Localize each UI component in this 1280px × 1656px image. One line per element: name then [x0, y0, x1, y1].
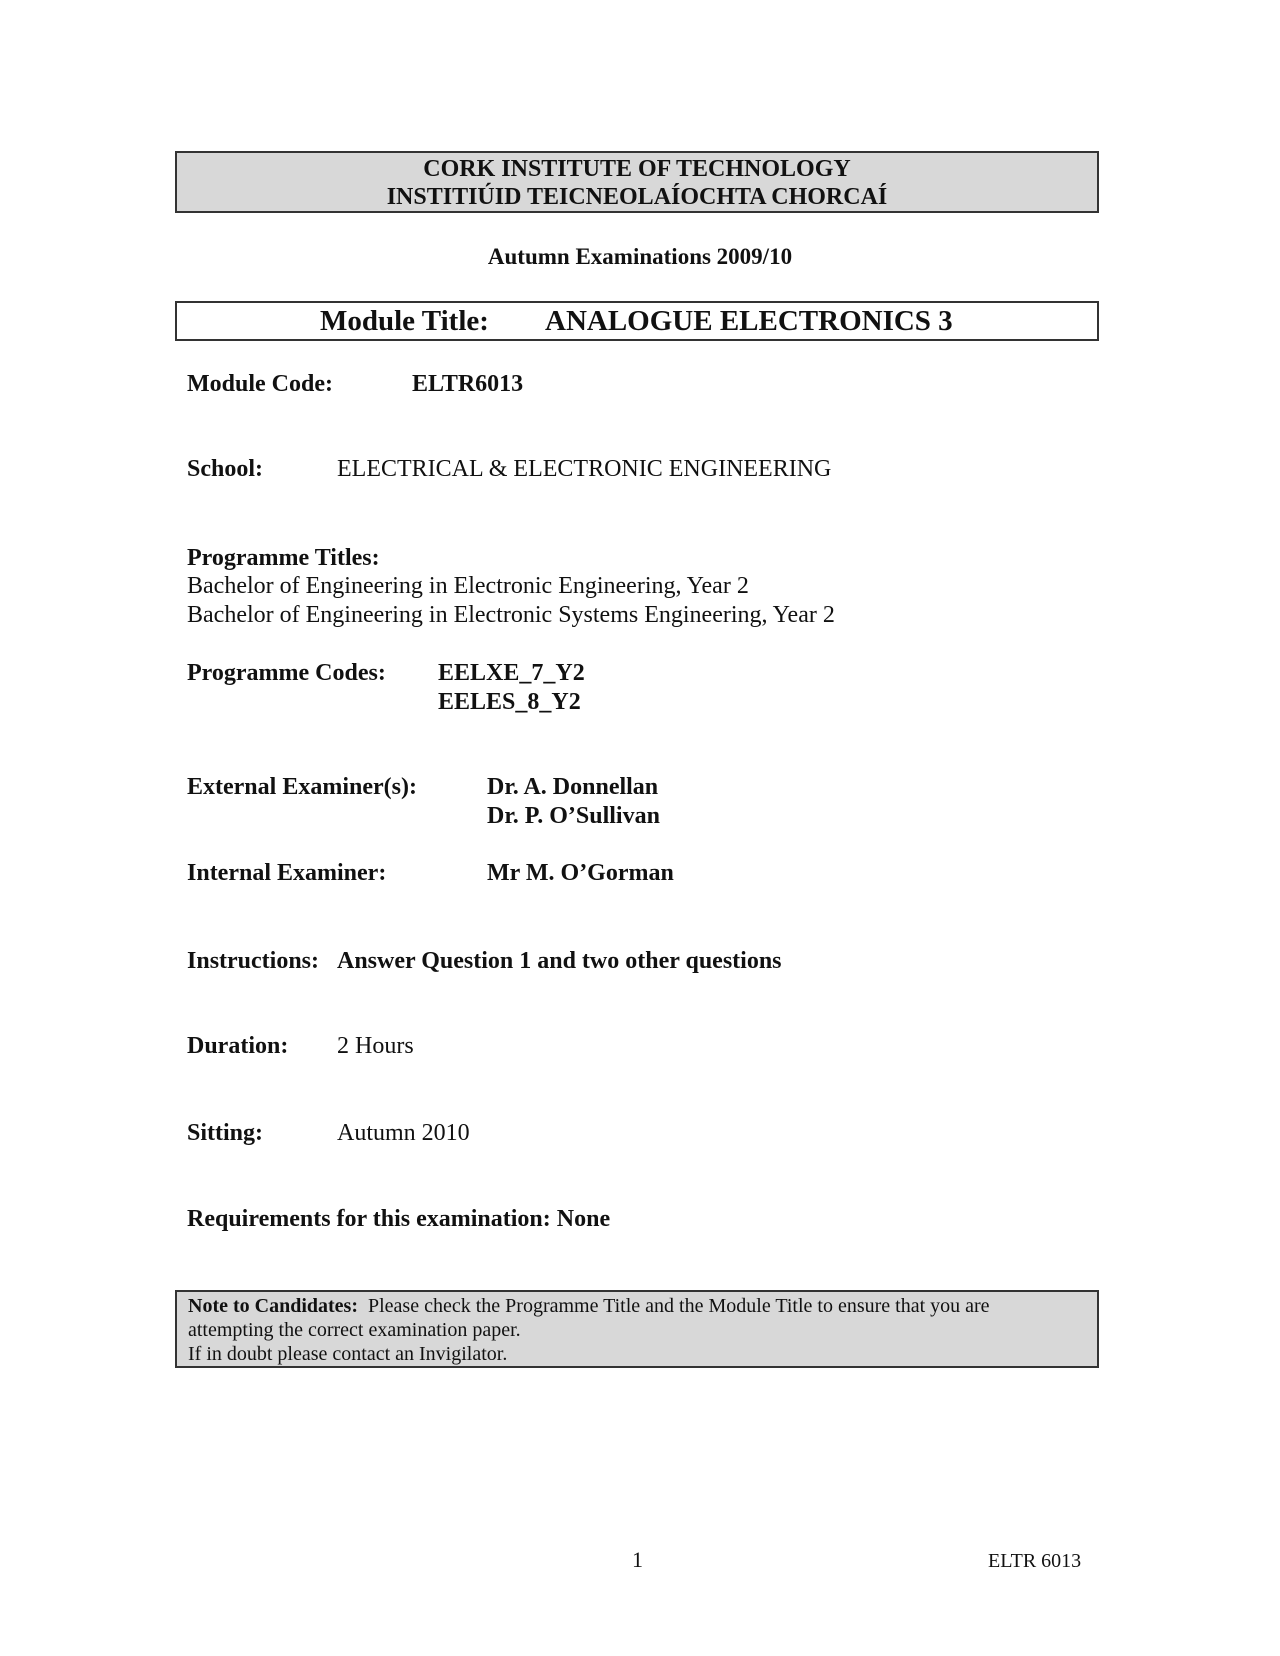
institution-header — [175, 151, 1099, 213]
school-label: School: — [187, 456, 264, 482]
sitting-label: Sitting: — [187, 1120, 264, 1146]
footer-module-code: ELTR 6013 — [988, 1550, 1082, 1572]
module-title-label: Module Title: — [320, 305, 489, 337]
requirements-value: None — [556, 1206, 611, 1232]
sitting-value: Autumn 2010 — [337, 1120, 470, 1146]
module-code-value: ELTR6013 — [412, 371, 524, 397]
exam-session: Autumn Examinations 2009/10 — [487, 244, 793, 269]
school-value: ELECTRICAL & ELECTRONIC ENGINEERING — [337, 456, 832, 482]
note-line-3: If in doubt please contact an Invigilator. — [188, 1343, 508, 1365]
programme-title-1: Bachelor of Engineering in Electronic Engineering, Year 2 — [187, 573, 749, 599]
institution-name-ga: INSTITIÚID TEICNEOLAÍOCHTA CHORCAÍ — [386, 184, 888, 210]
internal-examiner-value: Mr M. O’Gorman — [487, 860, 674, 886]
note-label: Note to Candidates: — [188, 1295, 358, 1317]
instructions-label: Instructions: — [187, 948, 320, 974]
external-examiner-1: Dr. A. Donnellan — [487, 774, 659, 800]
module-title-box — [175, 301, 1099, 341]
internal-examiner-label: Internal Examiner: — [187, 860, 387, 886]
instructions-value: Answer Question 1 and two other questions — [337, 948, 782, 974]
duration-value: 2 Hours — [337, 1033, 414, 1059]
programme-code-1: EELXE_7_Y2 — [438, 660, 585, 686]
module-title-value: ANALOGUE ELECTRONICS 3 — [545, 305, 953, 337]
note-line-2: attempting the correct examination paper. — [188, 1319, 521, 1341]
programme-code-2: EELES_8_Y2 — [438, 689, 581, 715]
module-code-label: Module Code: — [187, 371, 333, 397]
note-line-1: Please check the Programme Title and the Module Title to ensure that you are — [368, 1295, 990, 1317]
external-examiners-label: External Examiner(s): — [187, 774, 417, 800]
page-number: 1 — [632, 1547, 643, 1572]
external-examiner-2: Dr. P. O’Sullivan — [487, 803, 660, 829]
programme-codes-label: Programme Codes: — [187, 660, 386, 686]
programme-title-2: Bachelor of Engineering in Electronic Systems Engineering, Year 2 — [187, 602, 835, 628]
note-to-candidates — [175, 1290, 1099, 1368]
requirements-label: Requirements for this examination: — [187, 1206, 551, 1232]
duration-label: Duration: — [187, 1033, 289, 1059]
requirements — [187, 1205, 610, 1233]
programme-titles-label: Programme Titles: — [187, 545, 380, 571]
institution-name-en: CORK INSTITUTE OF TECHNOLOGY — [423, 156, 851, 182]
